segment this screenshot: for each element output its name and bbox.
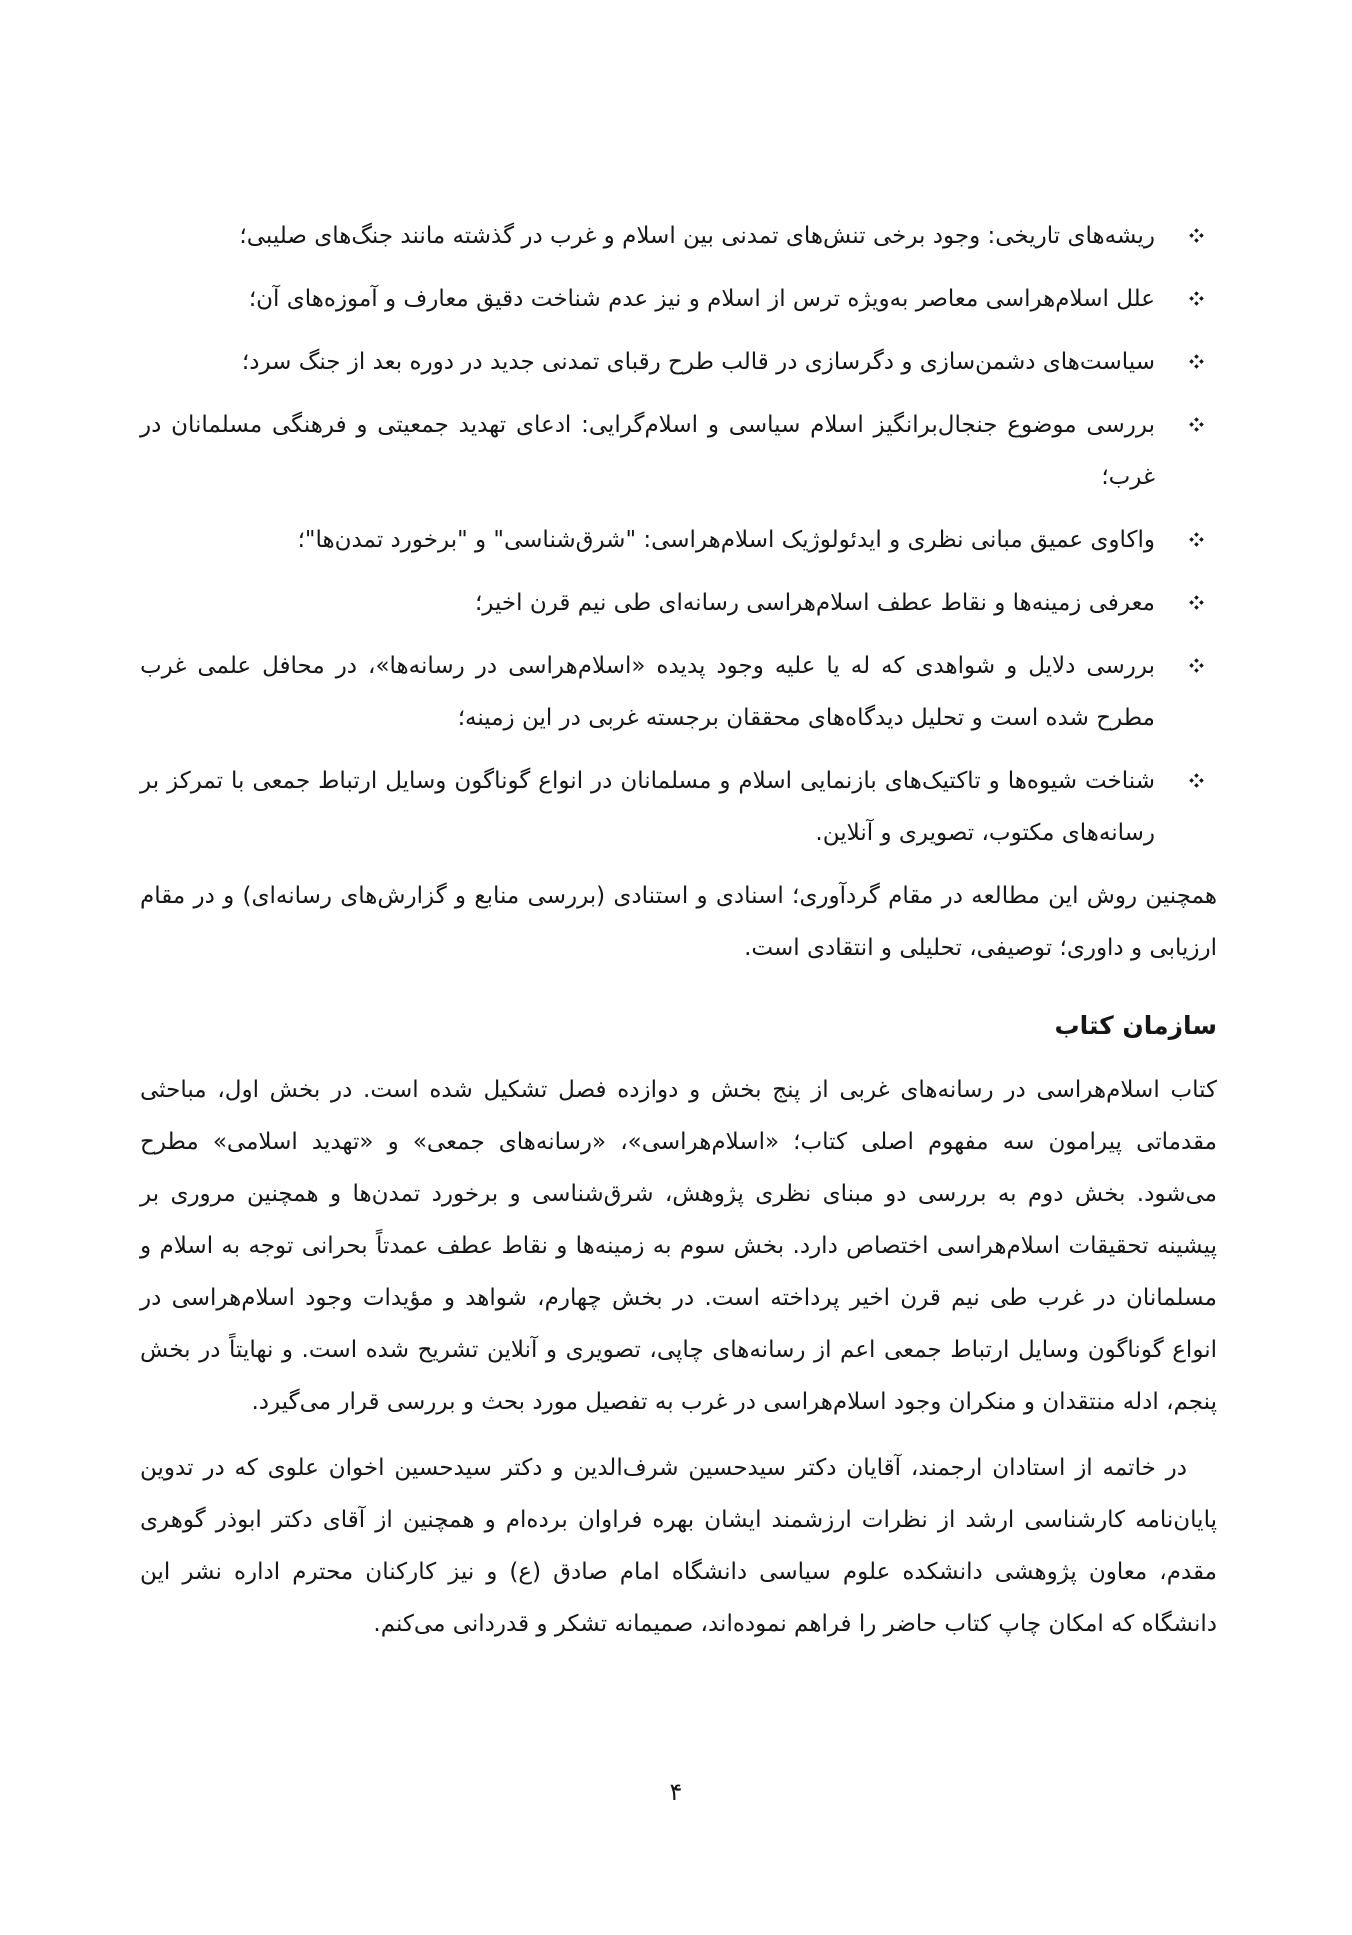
list-item-text: معرفی زمینه‌ها و نقاط عطف اسلام‌هراسی رسانه‌ای طی نیم قرن اخیر؛ bbox=[474, 590, 1155, 616]
list-item bbox=[140, 399, 1217, 503]
four-diamond-bullet-icon bbox=[1189, 532, 1204, 547]
list-item-text: بررسی دلایل و شواهدی که له یا علیه وجود پدیده «اسلام‌هراسی در رسانه‌ها»، در محافل علمی غرب مطرح شده است و تحلیل دیدگاه‌های محققان برجسته غربی در این زمینه؛ bbox=[140, 653, 1155, 731]
section-heading: سازمان کتاب bbox=[1054, 1011, 1217, 1040]
acknowledgment-paragraph: در خاتمه از استادان ارجمند، آقایان دکتر سیدحسین شرف‌الدین و دکتر سیدحسین اخوان علوی که در تدوین پایان‌نامه کارشناسی ارشد از نظرات ارزشمند ایشان بهره فراوان برده‌ام و همچنین از آقای دکتر ابوذر گوهری مقدم، معاون پژوهشی دانشکده علوم سیاسی دانشگاه امام صادق (ع) و نیز کارکنان محترم اداره نشر این دانشگاه که امکان چاپ کتاب حاضر را فراهم نموده‌اند، صمیمانه تشکر و قدردانی می‌کنم. bbox=[140, 1455, 1217, 1637]
four-diamond-bullet-icon bbox=[1189, 228, 1204, 243]
list-item bbox=[140, 577, 1217, 629]
list-item bbox=[140, 640, 1217, 744]
list-item bbox=[140, 336, 1217, 388]
book-organization-paragraph: کتاب اسلام‌هراسی در رسانه‌های غربی از پنج بخش و دوازده فصل تشکیل شده است. در بخش اول، مباحثی مقدماتی پیرامون سه مفهوم اصلی کتاب؛ «اسلام‌هراسی»، «رسانه‌های جمعی» و «تهدید اسلامی» مطرح می‌شود. بخش دوم به بررسی دو مبنای نظری پژوهش، شرق‌شناسی و برخورد تمدن‌ها و همچنین مروری بر پیشینه تحقیقات اسلام‌هراسی اختصاص دارد. بخش سوم به زمینه‌ها و نقاط عطف عمدتاً بحرانی توجه به اسلام و مسلمانان در غرب طی نیم قرن اخیر پرداخته است. در بخش چهارم، شواهد و مؤیدات وجود اسلام‌هراسی در انواع گوناگون وسایل ارتباط جمعی اعم از رسانه‌های چاپی، تصویری و آنلاین تشریح شده است. و نهایتاً در بخش پنجم، ادله منتقدان و منکران وجود اسلام‌هراسی در غرب به تفصیل مورد بحث و بررسی قرار می‌گیرد. bbox=[140, 1077, 1217, 1415]
four-diamond-bullet-icon bbox=[1189, 658, 1204, 673]
list-item-text: علل اسلام‌هراسی معاصر به‌ویژه ترس از اسلام و نیز عدم شناخت دقیق معارف و آموزه‌های آن؛ bbox=[248, 286, 1155, 312]
four-diamond-bullet-icon bbox=[1189, 773, 1204, 788]
list-item-text: بررسی موضوع جنجال‌برانگیز اسلام سیاسی و اسلام‌گرایی: ادعای تهدید جمعیتی و فرهنگی مسلمانان در غرب؛ bbox=[140, 412, 1155, 490]
four-diamond-bullet-icon bbox=[1189, 354, 1204, 369]
list-item-text: سیاست‌های دشمن‌سازی و دگرسازی در قالب طرح رقبای تمدنی جدید در دوره بعد از جنگ سرد؛ bbox=[241, 349, 1155, 375]
intro-bullet-list bbox=[140, 210, 1217, 859]
page-number: ۴ bbox=[669, 1778, 683, 1806]
list-item bbox=[140, 755, 1217, 859]
list-item-text: شناخت شیوه‌ها و تاکتیک‌های بازنمایی اسلام و مسلمانان در انواع گوناگون وسایل ارتباط جمعی با تمرکز بر رسانه‌های مکتوب، تصویری و آنلاین. bbox=[140, 768, 1155, 846]
list-item bbox=[140, 514, 1217, 566]
page-content bbox=[140, 210, 1217, 1650]
list-item bbox=[140, 210, 1217, 262]
four-diamond-bullet-icon bbox=[1189, 417, 1204, 432]
method-paragraph: همچنین روش این مطالعه در مقام گردآوری؛ اسنادی و استنادی (بررسی منابع و گزارش‌های رسانه‌ای) و در مقام ارزیابی و داوری؛ توصیفی، تحلیلی و انتقادی است. bbox=[140, 883, 1217, 961]
list-item bbox=[140, 273, 1217, 325]
four-diamond-bullet-icon bbox=[1189, 595, 1204, 610]
list-item-text: واکاوی عمیق مبانی نظری و ایدئولوژیک اسلام‌هراسی: "شرق‌شناسی" و "برخورد تمدن‌ها"؛ bbox=[297, 527, 1155, 553]
list-item-text: ریشه‌های تاریخی: وجود برخی تنش‌های تمدنی بین اسلام و غرب در گذشته مانند جنگ‌های صلیبی؛ bbox=[239, 223, 1155, 249]
four-diamond-bullet-icon bbox=[1189, 291, 1204, 306]
